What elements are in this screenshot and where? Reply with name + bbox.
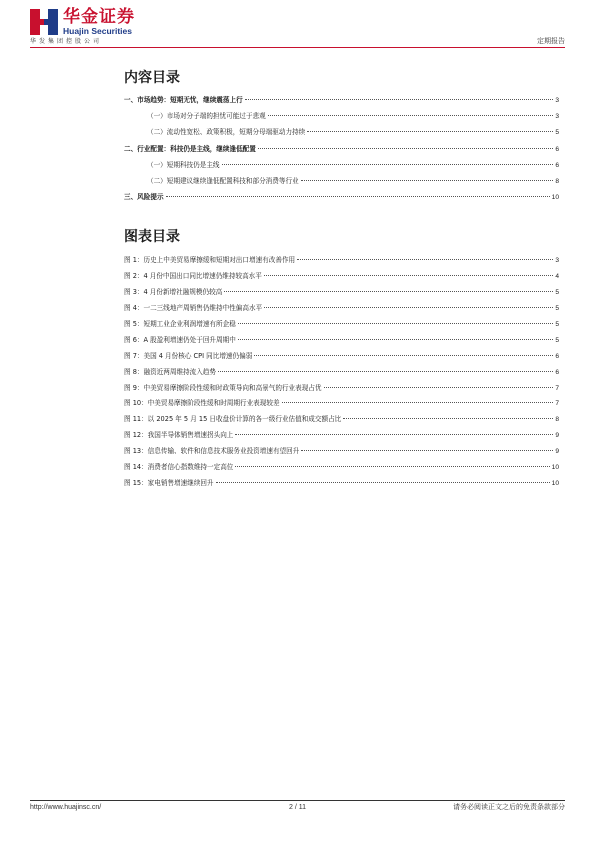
toc-entry-page: 6	[555, 145, 559, 153]
toc-entry-page: 3	[555, 97, 559, 104]
figure-entry-page: 6	[555, 352, 559, 360]
figure-entry[interactable]	[124, 415, 559, 431]
toc-entry-label: （二）短期建议继续逢低配置科技和部分消费等行业	[147, 176, 299, 185]
page-header	[30, 6, 565, 46]
figure-entry[interactable]	[124, 431, 559, 447]
toc-entry-label: （一）市场对分子端的担忧可能过于悲观	[147, 112, 266, 121]
toc-entry-page: 3	[555, 113, 559, 121]
figure-entry-label: 图 8：融资近两周维持流入趋势	[124, 367, 217, 376]
toc-entry[interactable]	[124, 128, 559, 144]
dot-leader	[224, 291, 553, 292]
figure-entry[interactable]	[124, 368, 559, 384]
figure-entry-page: 4	[555, 272, 559, 280]
dot-leader	[235, 434, 553, 435]
figure-entry-label: 图 15：家电销售增速继续回升	[124, 479, 214, 488]
figure-entry[interactable]	[124, 288, 559, 304]
toc-entry-label: （一）短期科技仍是主线	[147, 160, 220, 169]
dot-leader	[268, 115, 554, 116]
footer-divider	[30, 800, 565, 801]
figure-entry-label: 图 10：中美贸易摩擦阶段性缓和时周期行业表现较差	[124, 399, 280, 408]
toc-entry[interactable]	[124, 177, 559, 193]
dot-leader	[301, 180, 554, 181]
dot-leader	[324, 387, 554, 388]
figure-entry-page: 9	[555, 432, 559, 440]
dot-leader	[264, 307, 553, 308]
figure-entry[interactable]	[124, 272, 559, 288]
dot-leader	[307, 131, 553, 132]
toc-entry-page: 5	[555, 129, 559, 137]
table-of-contents	[124, 96, 559, 209]
toc-entry-label: 三、风险提示	[124, 193, 164, 202]
figure-entry-page: 5	[555, 320, 559, 328]
figure-entry-label: 图 5：短期工业企业利润增速有所企稳	[124, 319, 236, 328]
toc-entry[interactable]	[124, 96, 559, 112]
figure-entry[interactable]	[124, 352, 559, 368]
dot-leader	[343, 418, 553, 419]
figure-entry-label: 图 7：美国 4 月份核心 CPI 同比增速仍偏弱	[124, 351, 253, 360]
figure-entry-page: 3	[555, 257, 559, 264]
figure-entry-page: 7	[555, 384, 559, 392]
toc-entry-label: （二）流动性宽松、政策积极，短期分母端驱动力持续	[147, 128, 306, 137]
figure-entry[interactable]	[124, 447, 559, 463]
dot-leader	[235, 466, 549, 467]
figure-entry-label: 图 13：信息传输、软件和信息技术服务业投资增速有望回升	[124, 447, 300, 456]
dot-leader	[245, 99, 554, 100]
figure-entry-label: 图 6：A 股盈利增速仍处于回升周期中	[124, 335, 236, 344]
figure-entry-label: 图 14：消费者信心指数维持一定高位	[124, 463, 234, 472]
dot-leader	[216, 482, 550, 483]
figure-entry-page: 8	[555, 416, 559, 424]
dot-leader	[301, 450, 553, 451]
toc-entry[interactable]	[124, 161, 559, 177]
figure-entry[interactable]	[124, 479, 559, 495]
figure-entry[interactable]	[124, 463, 559, 479]
logo-english-name: Huajin Securities	[63, 26, 132, 36]
company-subtitle: 华发集团控股公司	[30, 38, 103, 45]
figure-entry-page: 7	[555, 400, 559, 408]
logo-chinese-name: 华金证券	[63, 7, 135, 27]
toc-entry-label: 二、行业配置：科技仍是主线，继续逢低配置	[124, 144, 256, 153]
toc-entry-page: 10	[551, 194, 559, 202]
dot-leader	[238, 339, 554, 340]
disclaimer-note: 请务必阅读正文之后的免责条款部分	[453, 803, 565, 811]
figure-entry-page: 6	[555, 368, 559, 376]
report-type: 定期报告	[537, 37, 565, 45]
figure-entry-page: 10	[551, 480, 559, 488]
figure-entry-page: 5	[555, 288, 559, 296]
figure-entry[interactable]	[124, 336, 559, 352]
website-link[interactable]: http://www.huajinsc.cn/	[30, 804, 102, 811]
toc-entry-page: 8	[555, 177, 559, 185]
figure-entry-page: 5	[555, 304, 559, 312]
dot-leader	[282, 402, 554, 403]
figure-entry-label: 图 3：4 月份新增社融规模仍较高	[124, 287, 223, 296]
figure-entry-page: 10	[551, 464, 559, 472]
figure-entry-label: 图 11：以 2025 年 5 月 15 日收盘价计算的各一级行业估值和成交额占比	[124, 415, 342, 424]
dot-leader	[254, 355, 553, 356]
figure-entry[interactable]	[124, 399, 559, 415]
toc-title: 内容目录	[124, 70, 180, 86]
dot-leader	[222, 164, 554, 165]
huajin-logo-icon	[30, 9, 58, 35]
figure-entry[interactable]	[124, 384, 559, 400]
figure-entry-page: 5	[555, 336, 559, 344]
page-number: 2 / 11	[289, 804, 306, 811]
figure-entry-label: 图 2：4 月份中国出口同比增速仍维持较高水平	[124, 271, 262, 280]
toc-entry-page: 6	[555, 161, 559, 169]
figure-entry[interactable]	[124, 320, 559, 336]
dot-leader	[166, 196, 550, 197]
figure-entry-label: 图 1：历史上中美贸易摩擦缓和短期对出口增速有改善作用	[124, 256, 296, 264]
dot-leader	[238, 323, 554, 324]
figure-entry-label: 图 4：一二三线地产周销售仍维持中性偏高水平	[124, 303, 263, 312]
toc-entry[interactable]	[124, 112, 559, 128]
figure-entry[interactable]	[124, 256, 559, 272]
dot-leader	[264, 275, 553, 276]
toc-entry-label: 一、市场趋势：短期无忧，继续震荡上行	[124, 96, 243, 104]
toc-entry[interactable]	[124, 145, 559, 161]
figure-entry-label: 图 12：我国半导体销售增速拐头向上	[124, 431, 234, 440]
figures-title: 图表目录	[124, 229, 180, 245]
header-divider	[30, 47, 565, 48]
toc-entry[interactable]	[124, 193, 559, 209]
list-of-figures	[124, 256, 559, 495]
dot-leader	[297, 259, 553, 260]
dot-leader	[218, 371, 553, 372]
figure-entry[interactable]	[124, 304, 559, 320]
figure-entry-page: 9	[555, 448, 559, 456]
figure-entry-label: 图 9：中美贸易摩擦阶段性缓和时政策导向和高景气的行业表现占优	[124, 383, 322, 392]
dot-leader	[258, 148, 553, 149]
